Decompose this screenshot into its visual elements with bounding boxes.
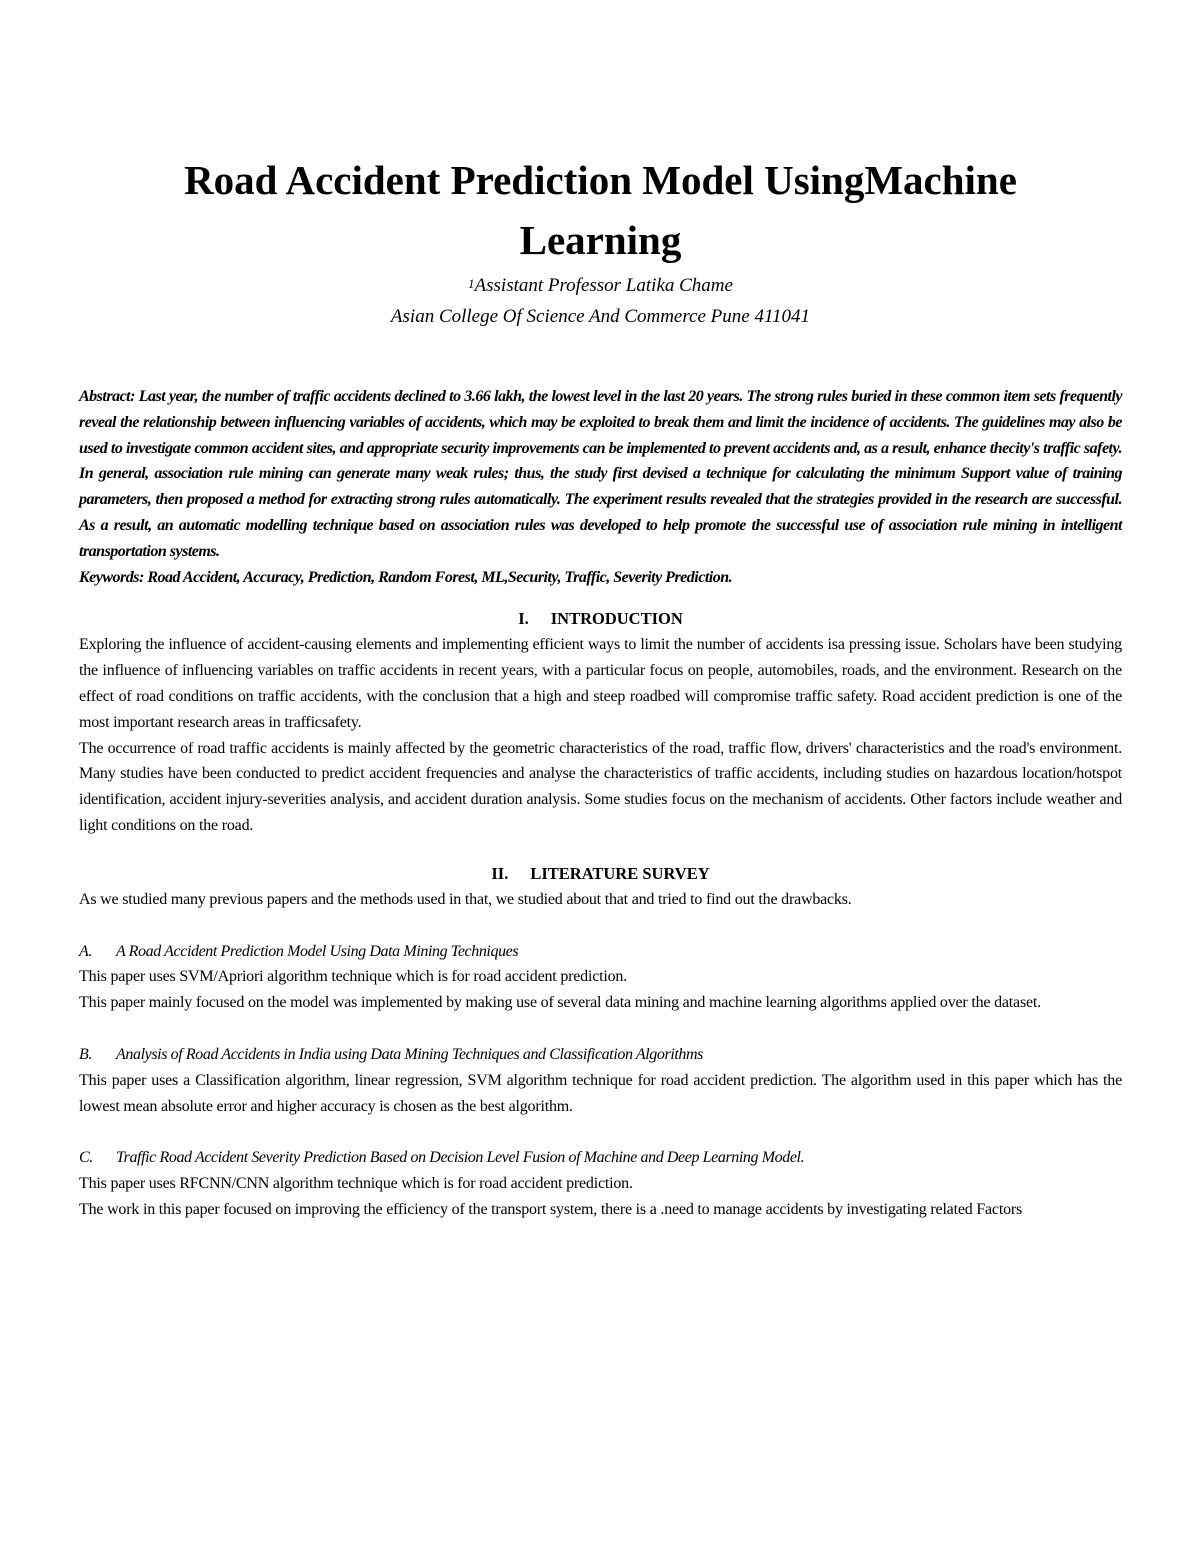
section-heading-introduction: [79, 606, 1122, 632]
subsection-letter: C.: [79, 1149, 93, 1167]
affiliation: Asian College Of Science And Commerce Pune 411041: [390, 306, 811, 327]
section-heading-literature-survey: [79, 861, 1122, 887]
subsection-letter: A.: [79, 942, 92, 960]
subsection-paragraph: The work in this paper focused on improving the efficiency of the transport system, there is a .need to manage accidents by investigating related Factors: [79, 1200, 1023, 1218]
section-number: II.: [491, 863, 509, 883]
subsection-heading-b: [79, 1042, 1122, 1068]
subsection-title: A Road Accident Prediction Model Using Data Mining Techniques: [116, 942, 519, 960]
subsection-letter: B.: [79, 1045, 92, 1063]
keywords: Keywords: Road Accident, Accuracy, Prediction, Random Forest, ML,Security, Traffic, Severity Prediction.: [79, 568, 733, 586]
section-title: LITERATURE SURVEY: [530, 863, 710, 883]
subsection-heading-a: [79, 939, 1122, 965]
subsection-paragraph: This paper uses RFCNN/CNN algorithm technique which is for road accident prediction.: [79, 1175, 633, 1193]
intro-paragraph: The occurrence of road traffic accidents is mainly affected by the geometric characteristics of the road, traffic flow, drivers' characteristics and the road's environment. Many studies have been conducted to predict accident frequencies and analyse the characteristics of traffic accidents, including studies on hazardous location/hotspot identification, accident injury-severities analysis, and accident duration analysis. Some studies focus on the mechanism of accidents. Other factors include weather and light conditions on the road.: [79, 739, 1122, 834]
section-title: INTRODUCTION: [550, 609, 683, 629]
lit-intro-paragraph: As we studied many previous papers and the methods used in that, we studied about that and tried to find out the drawbacks.: [79, 890, 852, 908]
subsection-paragraph: This paper uses a Classification algorithm, linear regression, SVM algorithm technique for road accident prediction. The algorithm used in this paper which has the lowest mean absolute error and higher accuracy is chosen as the best algorithm.: [79, 1071, 1122, 1115]
subsection-paragraph: This paper uses SVM/Apriori algorithm technique which is for road accident prediction.: [79, 968, 627, 986]
paper-page: [79, 150, 1122, 1223]
intro-paragraph: Exploring the influence of accident-causing elements and implementing efficient ways to limit the number of accidents isa pressing issue. Scholars have been studying the influence of influencing variables on traffic accidents in recent years, with a particular focus on people, automobiles, roads, and the environment. Research on the effect of road conditions on traffic accidents, with the conclusion that a high and steep roadbed will compromise traffic safety. Road accident prediction is one of the most important research areas in trafficsafety.: [79, 636, 1122, 731]
subsection-paragraph: This paper mainly focused on the model was implemented by making use of several data mining and machine learning algorithms applied over the dataset.: [79, 994, 1041, 1012]
abstract: Abstract: Last year, the number of traffic accidents declined to 3.66 lakh, the lowest level in the last 20 years. The strong rules buried in these common item sets frequently reveal the relationship between influencing variables of accidents, which may be exploited to break them and limit the incidence of accidents. The guidelines may also be used to investigate common accident sites, and appropriate security improvements can be implemented to prevent accidents and, as a result, enhance thecity's traffic safety. In general, association rule mining can generate many weak rules; thus, the study first devised a technique for calculating the minimum Support value of training parameters, then proposed a method for extracting strong rules automatically. The experiment results revealed that the strategies provided in the research are successful. As a result, an automatic modelling technique based on association rules was developed to help promote the successful use of association rule mining in intelligent transportation systems.: [79, 388, 1122, 560]
subsection-heading-c: [79, 1145, 1122, 1171]
section-number: I.: [518, 609, 529, 629]
author-superscript: 1: [468, 276, 475, 291]
subsection-title: Analysis of Road Accidents in India using Data Mining Techniques and Classification Algorithms: [116, 1045, 703, 1063]
subsection-title: Traffic Road Accident Severity Prediction Based on Decision Level Fusion of Machine and Deep Learning Model.: [116, 1149, 805, 1167]
author-line: [79, 270, 1122, 301]
author-name: Assistant Professor Latika Chame: [474, 275, 733, 296]
paper-title: Road Accident Prediction Model UsingMachine Learning: [184, 157, 1017, 263]
